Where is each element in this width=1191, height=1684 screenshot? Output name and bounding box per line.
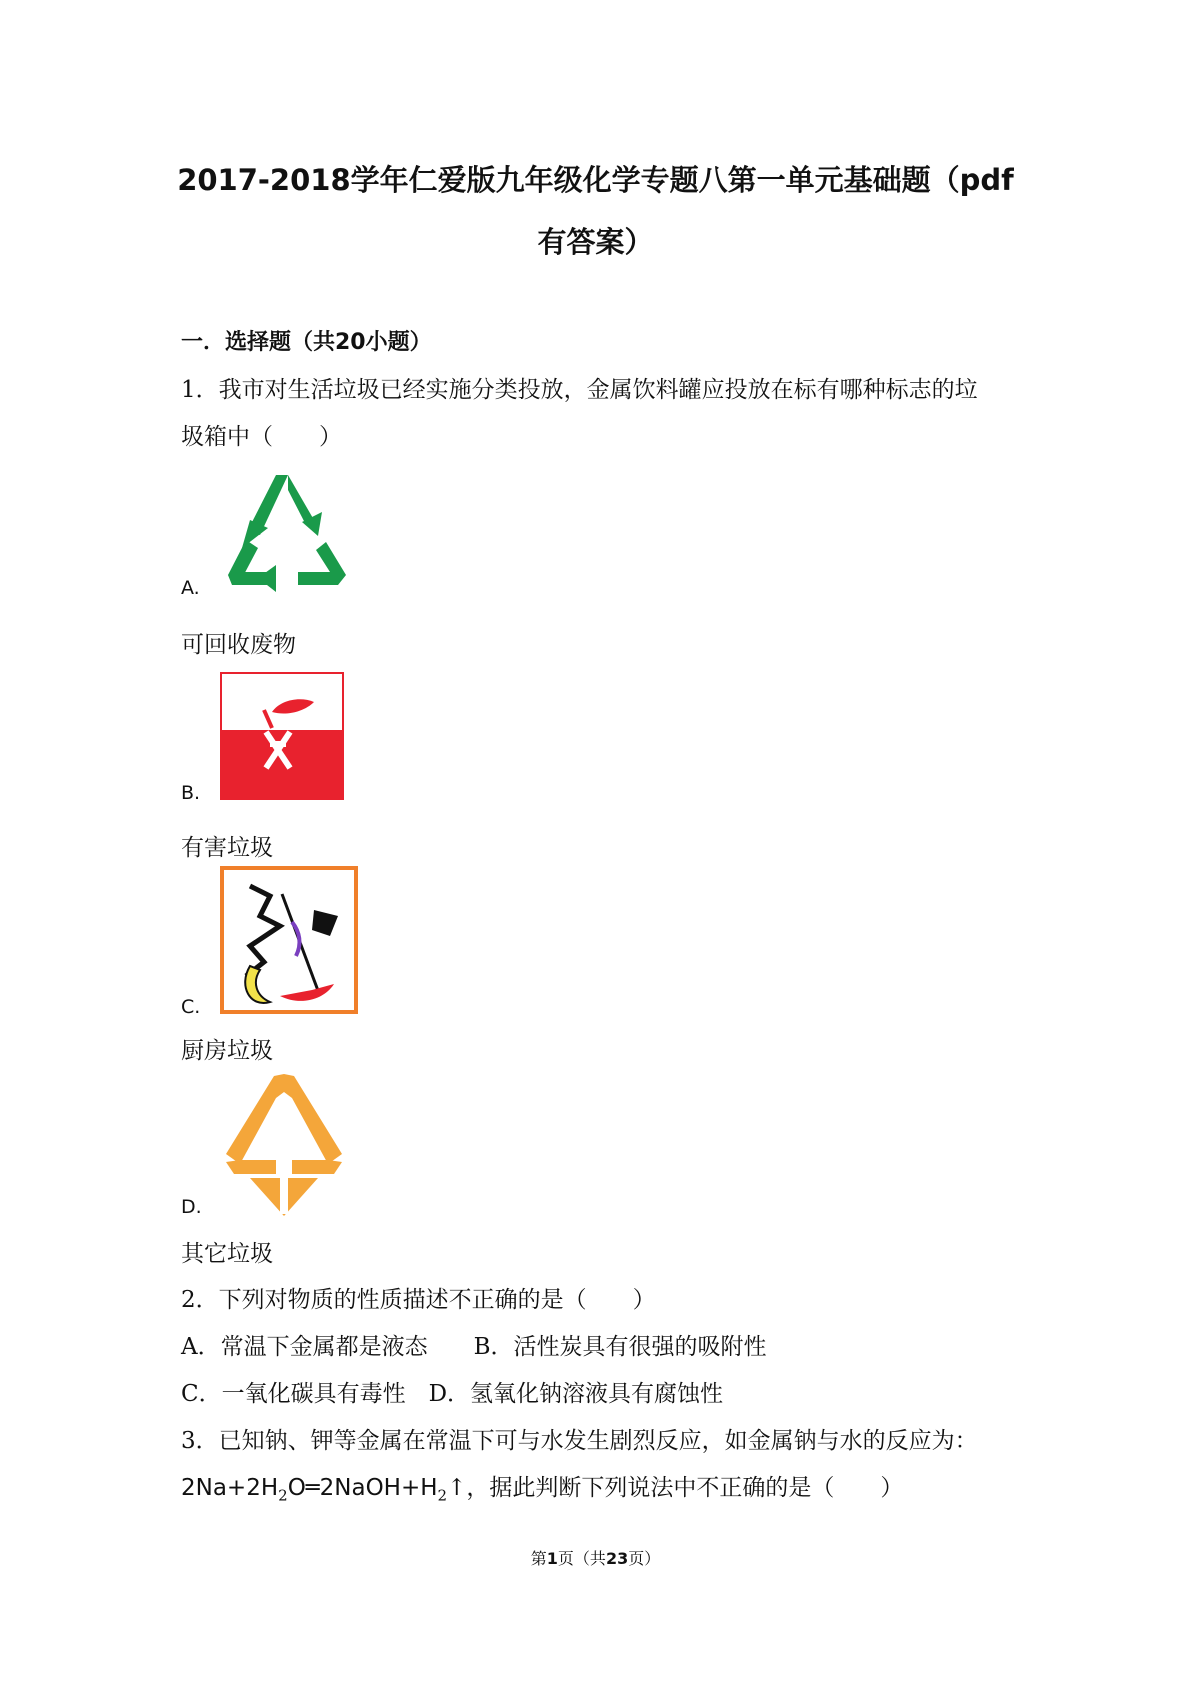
footer-pre: 第 [530,1549,547,1568]
equation-part-b: O═2NaOH+H [287,1475,438,1501]
footer-mid: 页（共 [557,1549,606,1568]
recycle-icon [218,470,353,595]
equation-part-a: 2Na+2H [181,1475,279,1501]
q3-equation-line [181,1469,903,1505]
section-heading: 一．选择题（共20小题） [181,330,432,355]
q2-options-row2: C．一氧化碳具有毒性 D．氢氧化钠溶液具有腐蚀性 [181,1381,724,1407]
q1-option-d-caption: 其它垃圾 [181,1241,273,1267]
hazardous-waste-icon [220,672,344,800]
q1-option-a-label: A. [181,577,200,599]
subscript-2: 2 [278,1486,288,1505]
q1-option-c-caption: 厨房垃圾 [181,1038,273,1064]
q2-options-row1: A．常温下金属都是液态 B．活性炭具有很强的吸附性 [181,1334,767,1360]
q1-option-b-caption: 有害垃圾 [181,835,273,861]
footer-total-pages: 23 [605,1549,629,1568]
q2-stem: 2．下列对物质的性质描述不正确的是（ ） [181,1287,656,1313]
other-waste-icon [220,1070,348,1220]
page-title-line1: 2017-2018学年仁爱版九年级化学专题八第一单元基础题（pdf [177,163,1014,197]
q1-stem-line1: 1．我市对生活垃圾已经实施分类投放，金属饮料罐应投放在标有哪种标志的垃 [181,377,978,403]
kitchen-waste-icon [220,866,358,1014]
subscript-2: 2 [437,1486,448,1505]
equation-part-c: ↑，据此判断下列说法中不正确的是（ ） [447,1475,904,1501]
q1-option-c-label: C. [181,996,201,1018]
footer-page-number: 1 [546,1549,558,1568]
page-footer [0,1546,1191,1569]
footer-post: 页） [628,1549,661,1568]
q3-stem-line1: 3．已知钠、钾等金属在常温下可与水发生剧烈反应，如金属钠与水的反应为： [181,1428,978,1454]
page-title-line2: 有答案） [537,225,654,259]
q1-option-a-caption: 可回收废物 [181,632,296,658]
q1-option-d-label: D. [181,1196,202,1218]
q1-stem-line2: 圾箱中（ ） [181,424,342,450]
q1-option-b-label: B. [181,782,201,804]
